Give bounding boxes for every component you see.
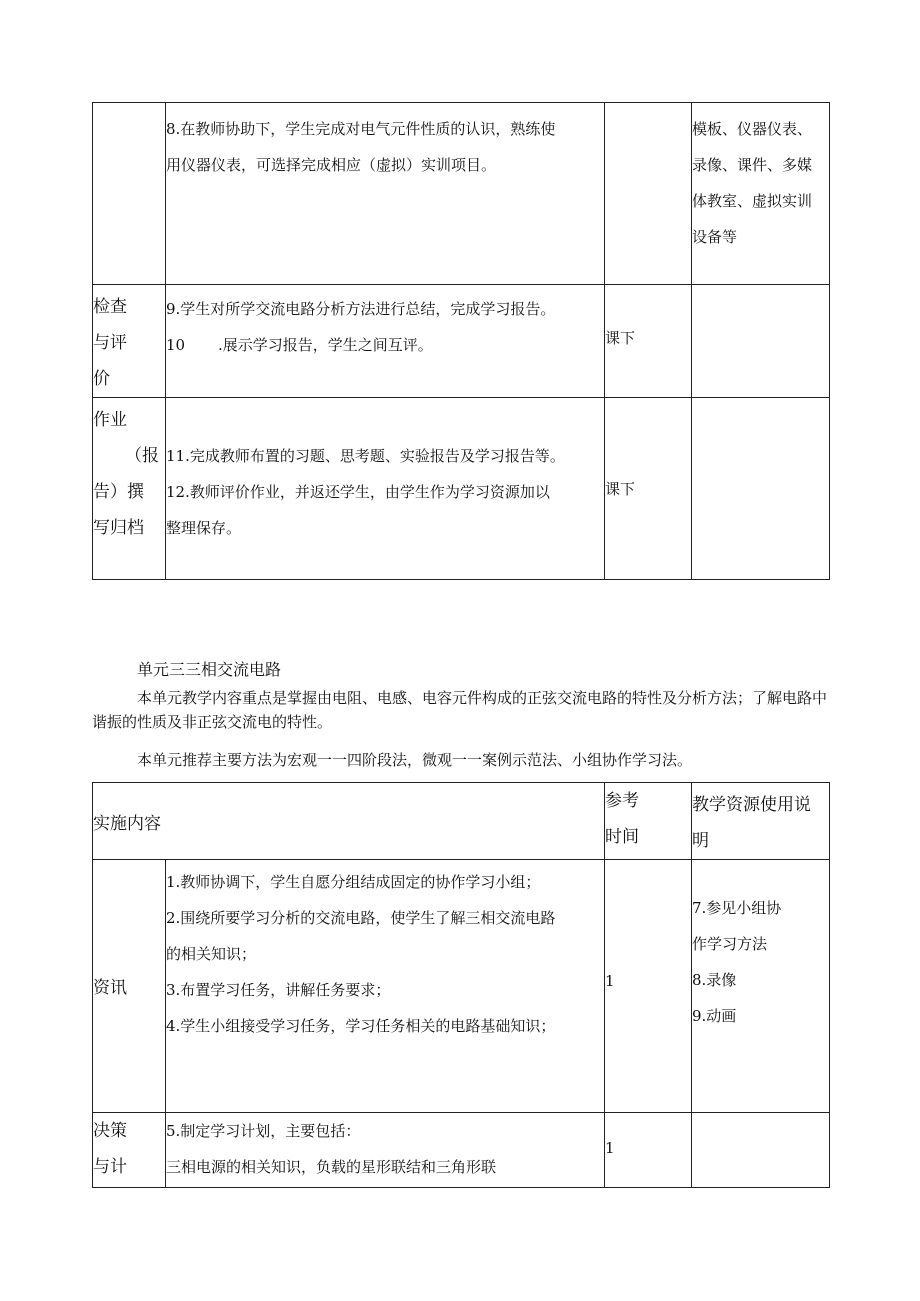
resource-line: 录像、课件、多媒 <box>692 156 813 174</box>
stage-label: 价 <box>93 369 110 389</box>
content-cell <box>166 398 605 580</box>
time-cell <box>605 285 692 398</box>
stage-label: 与计 <box>93 1157 127 1177</box>
stage-cell <box>93 1113 166 1188</box>
header-label: 明 <box>692 831 709 851</box>
time-value: 1 <box>605 972 615 990</box>
implementation-table <box>92 782 830 1188</box>
content-line: 5.制定学习计划，主要包括： <box>166 1122 361 1140</box>
header-resources <box>692 783 830 860</box>
item-text: .展示学习报告，学生之间互评。 <box>218 336 433 354</box>
time-value: 课下 <box>605 329 636 347</box>
content-line: 3.布置学习任务，讲解任务要求； <box>166 981 391 999</box>
content-cell <box>166 1113 605 1188</box>
stage-label: 检查 <box>93 297 127 317</box>
header-label: 实施内容 <box>93 814 161 834</box>
resource-line: 体教室、虚拟实训 <box>692 192 813 210</box>
content-cell <box>166 103 605 285</box>
table-row <box>93 398 830 580</box>
content-line: 的相关知识； <box>166 945 257 963</box>
resource-line: 9.动画 <box>692 1007 737 1025</box>
resource-line: 作学习方法 <box>692 935 768 953</box>
content-line: 11.完成教师布置的习题、思考题、实验报告及学习报告等。 <box>166 447 565 465</box>
resource-line: 设备等 <box>692 228 738 246</box>
resource-cell <box>692 285 830 398</box>
time-cell <box>605 103 692 285</box>
table-row <box>93 103 830 285</box>
resource-cell <box>692 860 830 1113</box>
time-value: 课下 <box>605 480 636 498</box>
time-cell <box>605 398 692 580</box>
stage-label: 决策 <box>93 1121 127 1141</box>
table-header-row <box>93 783 830 860</box>
time-cell <box>605 1113 692 1188</box>
content-line: 9.学生对所学交流电路分析方法进行总结，完成学习报告。 <box>166 300 556 318</box>
intro-paragraph: 本单元教学内容重点是掌握由电阻、电感、电容元件构成的正弦交流电路的特性及分析方法；了解电路中谐振的性质及非正弦交流电的特性。 <box>92 689 828 731</box>
content-line <box>166 327 604 363</box>
stage-label: 资讯 <box>93 978 127 998</box>
stage-cell <box>93 398 166 580</box>
method-paragraph: 本单元推荐主要方法为宏观一一四阶段法，微观一一案例示范法、小组协作学习法。 <box>137 751 693 769</box>
time-value: 1 <box>605 1139 615 1157</box>
header-label: 时间 <box>605 827 639 847</box>
time-cell <box>605 860 692 1113</box>
content-cell <box>166 285 605 398</box>
stage-label: 与评 <box>93 333 127 353</box>
content-line: 8.在教师协助下，学生完成对电气元件性质的认识，熟练使 <box>166 120 556 138</box>
section-title: 单元三三相交流电路 <box>137 660 282 679</box>
table-continued <box>92 102 830 580</box>
resource-line: 8.录像 <box>692 971 737 989</box>
stage-label: 作业 <box>93 410 127 430</box>
stage-label: 写归档 <box>93 518 144 538</box>
resource-line: 7.参见小组协 <box>692 899 782 917</box>
table-row <box>93 285 830 398</box>
content-line: 三相电源的相关知识，负载的星形联结和三角形联 <box>166 1158 497 1176</box>
resource-cell <box>692 103 830 285</box>
header-time <box>605 783 692 860</box>
header-label: 教学资源使用说 <box>692 795 811 815</box>
header-content <box>93 783 605 860</box>
content-line: 1.教师协调下，学生自愿分组结成固定的协作学习小组； <box>166 873 541 891</box>
stage-cell <box>93 860 166 1113</box>
stage-label: （报 <box>125 446 159 466</box>
resource-cell <box>692 398 830 580</box>
stage-cell <box>93 103 166 285</box>
resource-line: 模板、仪器仪表、 <box>692 120 813 138</box>
header-label: 参考 <box>605 791 639 811</box>
content-line: 4.学生小组接受学习任务，学习任务相关的电路基础知识； <box>166 1017 556 1035</box>
resource-cell <box>692 1113 830 1188</box>
content-line: 12.教师评价作业，并返还学生，由学生作为学习资源加以 <box>166 483 550 501</box>
item-number: 10 <box>166 336 186 354</box>
content-line: 2.围绕所要学习分析的交流电路，使学生了解三相交流电路 <box>166 909 556 927</box>
stage-label: 告）撰 <box>93 482 144 502</box>
content-line: 整理保存。 <box>166 519 242 537</box>
table-row <box>93 1113 830 1188</box>
stage-cell <box>93 285 166 398</box>
content-line: 用仪器仪表，可选择完成相应（虚拟）实训项目。 <box>166 156 497 174</box>
table-row <box>93 860 830 1113</box>
content-cell <box>166 860 605 1113</box>
